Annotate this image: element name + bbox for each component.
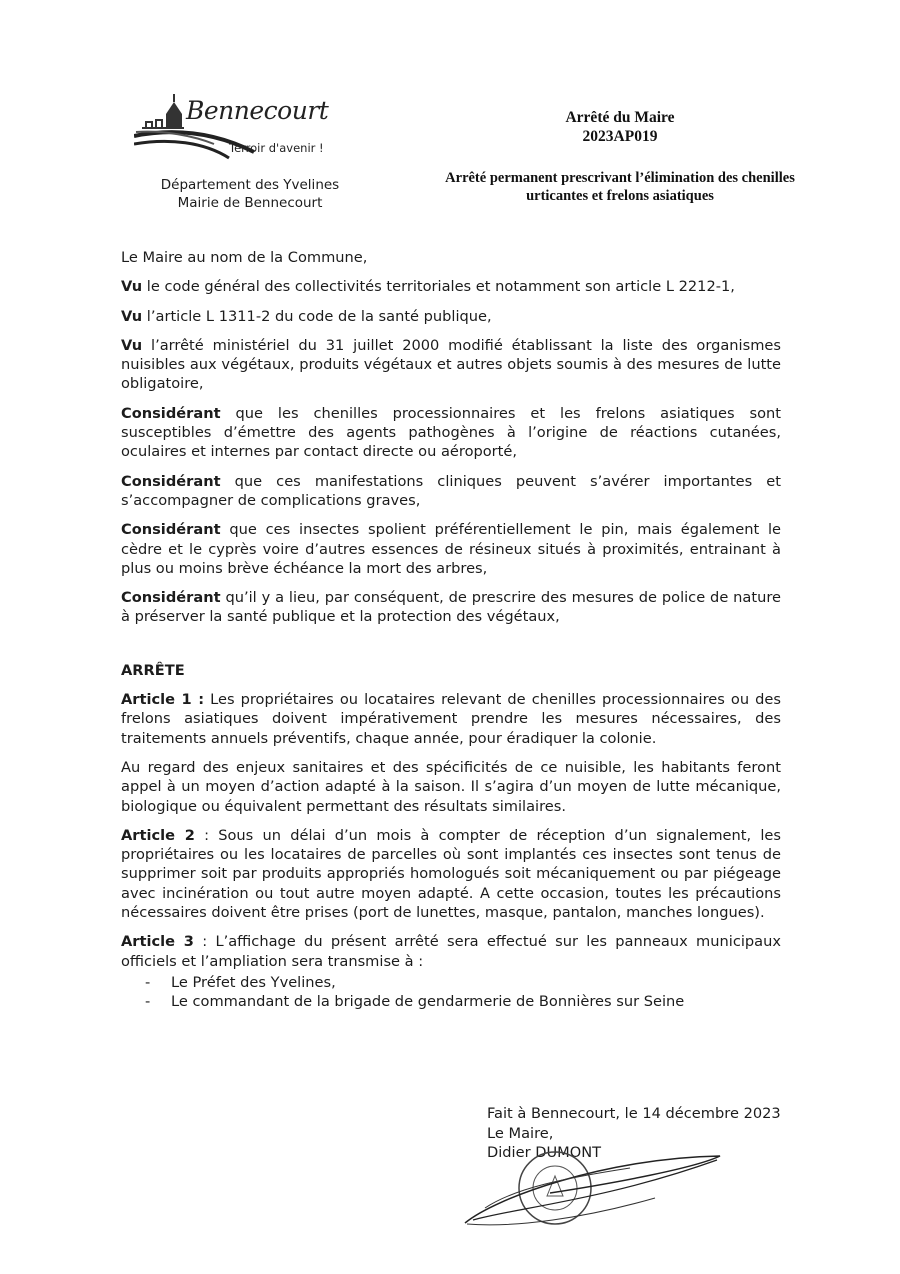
article-label: Article 3	[121, 933, 194, 951]
clause-keyword: Considérant	[121, 472, 221, 490]
considering-clause	[121, 404, 781, 462]
document-body	[121, 248, 781, 1012]
considering-clause	[121, 588, 781, 627]
article-text: Les propriétaires ou locataires relevant de chenilles processionnaires ou des frelons asiatiques doivent impérativement prendre les mesures nécessaires, des traitements annuels préventifs, chaque année, pour éradiquer la colonie.	[121, 691, 781, 747]
department-label: Département des Yvelines	[160, 177, 340, 193]
clause-text: qu’il y a lieu, par conséquent, de prescrire des mesures de police de nature à préserver la santé publique et la protection des végétaux,	[121, 589, 781, 626]
town-hall-label: Mairie de Bennecourt	[177, 195, 323, 211]
recipients-list	[121, 973, 781, 1012]
signatory-name: Didier DUMONT	[487, 1144, 602, 1161]
town-logo	[134, 92, 349, 167]
place-date: Fait à Bennecourt, le 14 décembre 2023	[487, 1105, 781, 1122]
decision-heading: ARRÊTE	[121, 661, 185, 679]
list-item: - Le Préfet des Yvelines,	[121, 973, 781, 992]
article-1-paragraph-2: Au regard des enjeux sanitaires et des spécificités de ce nuisible, les habitants feront appel à un moyen d’action adapté à la saison. Il s’agira d’un moyen de lutte mécanique, biologique ou équivalent permettant des résultats similaires.	[121, 758, 781, 815]
clause-text: le code général des collectivités territoriales et notamment son article L 2212-1,	[142, 278, 735, 296]
clause-keyword: Considérant	[121, 589, 221, 607]
logo-tagline: Terroir d'avenir !	[229, 141, 324, 155]
clause-keyword: Considérant	[121, 404, 221, 422]
clause-keyword: Considérant	[121, 521, 221, 539]
clause-text: l’article L 1311-2 du code de la santé publique,	[142, 307, 492, 325]
article-text: : L’affichage du présent arrêté sera effectué sur les panneaux municipaux officiels et l’ampliation sera transmise à :	[121, 933, 781, 970]
clause-text: l’arrêté ministériel du 31 juillet 2000 modifié établissant la liste des organismes nuisibles aux végétaux, produits végétaux et autres objets soumis à des mesures de lutte obligatoire,	[121, 336, 781, 393]
logo-name: Bennecourt	[186, 96, 329, 125]
list-item: - Le commandant de la brigade de gendarmerie de Bonnières sur Seine	[121, 992, 781, 1011]
vu-clause	[121, 307, 781, 326]
article-text: : Sous un délai d’un mois à compter de réception d’un signalement, les propriétaires ou les locataires de parcelles où sont implantés ces insectes sont tenus de supprimer soit par produits appropriés homologués soit mécaniquement ou par piégeage avec incinération ou tout autre moyen adapté. A cette occasion, toutes les précautions nécessaires doivent être prises (port de lunettes, masque, pantalon, manches longues).	[121, 826, 781, 922]
document-number: 2023AP019	[582, 128, 658, 145]
document-title: Arrêté permanent prescrivant l’élimination des chenilles urticantes et frelons asiatiques	[445, 170, 795, 204]
document-type: Arrêté du Maire	[565, 109, 675, 126]
signature-stamp-icon	[455, 1138, 735, 1238]
handwritten-signature	[455, 1138, 735, 1238]
article-2	[121, 826, 781, 922]
vu-clause	[121, 336, 781, 394]
article-label: Article 1 :	[121, 691, 205, 709]
document-header	[420, 108, 820, 205]
considering-clause	[121, 472, 781, 511]
clause-text: que ces manifestations cliniques peuvent s’avérer importantes et s’accompagner de complications graves,	[121, 472, 781, 509]
signatory-role: Le Maire,	[487, 1124, 554, 1142]
vu-clause	[121, 277, 781, 296]
considering-clause	[121, 520, 781, 578]
clause-keyword: Vu	[121, 336, 143, 354]
article-3	[121, 932, 781, 971]
article-1	[121, 690, 781, 748]
clause-text: que les chenilles processionnaires et les frelons asiatiques sont susceptibles d’émettre des agents pathogènes à l’origine de réactions cutanées, oculaires et internes par contact directe ou aéroporté,	[121, 404, 781, 461]
issuer-block	[150, 176, 350, 212]
clause-text: que ces insectes spolient préférentiellement le pin, mais également le cèdre et le cyprès voire d’autres essences de résineux situés à proximités, entrainant à plus ou moins brève échéance la mort des arbres,	[121, 521, 781, 577]
preamble-intro: Le Maire au nom de la Commune,	[121, 249, 368, 266]
clause-keyword: Vu	[121, 278, 143, 296]
article-label: Article 2	[121, 826, 195, 844]
clause-keyword: Vu	[121, 307, 143, 325]
